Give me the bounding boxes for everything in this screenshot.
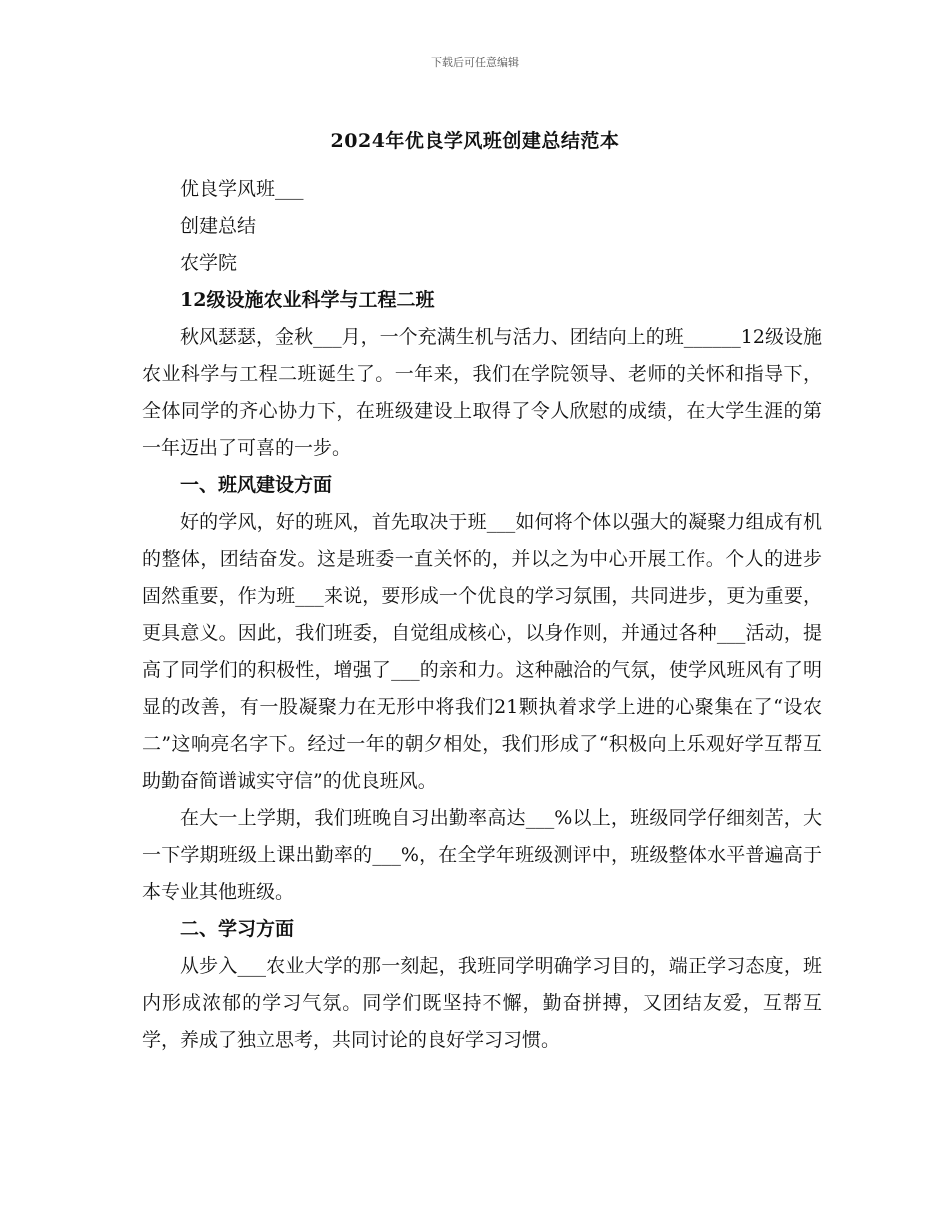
paragraph: 农学院 bbox=[180, 252, 238, 274]
page-header: 下载后可任意编辑 bbox=[431, 56, 519, 69]
paragraph: 优良学风班___ bbox=[180, 178, 304, 200]
paragraph: 从步入___农业大学的那一刻起，我班同学明确学习目的，端正学习态度，班内形成浓郁的学习气氛。同学们既坚持不懈，勤奋拼搏，又团结友爱，互帮互学，养成了独立思考，共同讨论的良好学习习惯。 bbox=[142, 955, 822, 1051]
paragraph: 在大一上学期，我们班晚自习出勤率高达___%以上，班级同学仔细刻苦，大一下学期班级上课出勤率的___%，在全学年班级测评中，班级整体水平普遍高于本专业其他班级。 bbox=[142, 807, 822, 903]
paragraph: 秋风瑟瑟，金秋___月，一个充满生机与活力、团结向上的班______12级设施农业科学与工程二班诞生了。一年来，我们在学院领导、老师的关怀和指导下，全体同学的齐心协力下，在班级建设上取得了令人欣慰的成绩，在大学生涯的第一年迈出了可喜的一步。 bbox=[142, 326, 822, 459]
paragraph: 好的学风，好的班风，首先取决于班___如何将个体以强大的凝聚力组成有机的整体，团结奋发。这是班委一直关怀的，并以之为中心开展工作。个人的进步固然重要，作为班___来说，要形成一个优良的学习氛围，共同进步，更为重要，更具意义。因此，我们班委，自觉组成核心，以身作则，并通过各种___活动，提高了同学们的积极性，增强了___的亲和力。这种融洽的气氛，使学风班风有了明显的改善，有一股凝聚力在无形中将我们21颗执着求学上进的心聚集在了“设农二”这响亮名字下。经过一年的朝夕相处，我们形成了“积极向上乐观好学互帮互助勤奋简谱诚实守信”的优良班风。 bbox=[142, 511, 822, 792]
document-body bbox=[142, 171, 822, 1059]
paragraph: 创建总结 bbox=[180, 215, 257, 237]
section-heading: 一、班风建设方面 bbox=[180, 474, 333, 496]
document-title: 2024年优良学风班创建总结范本 bbox=[330, 130, 620, 152]
class-name-heading: 12级设施农业科学与工程二班 bbox=[180, 289, 435, 311]
section-heading: 二、学习方面 bbox=[180, 918, 295, 940]
